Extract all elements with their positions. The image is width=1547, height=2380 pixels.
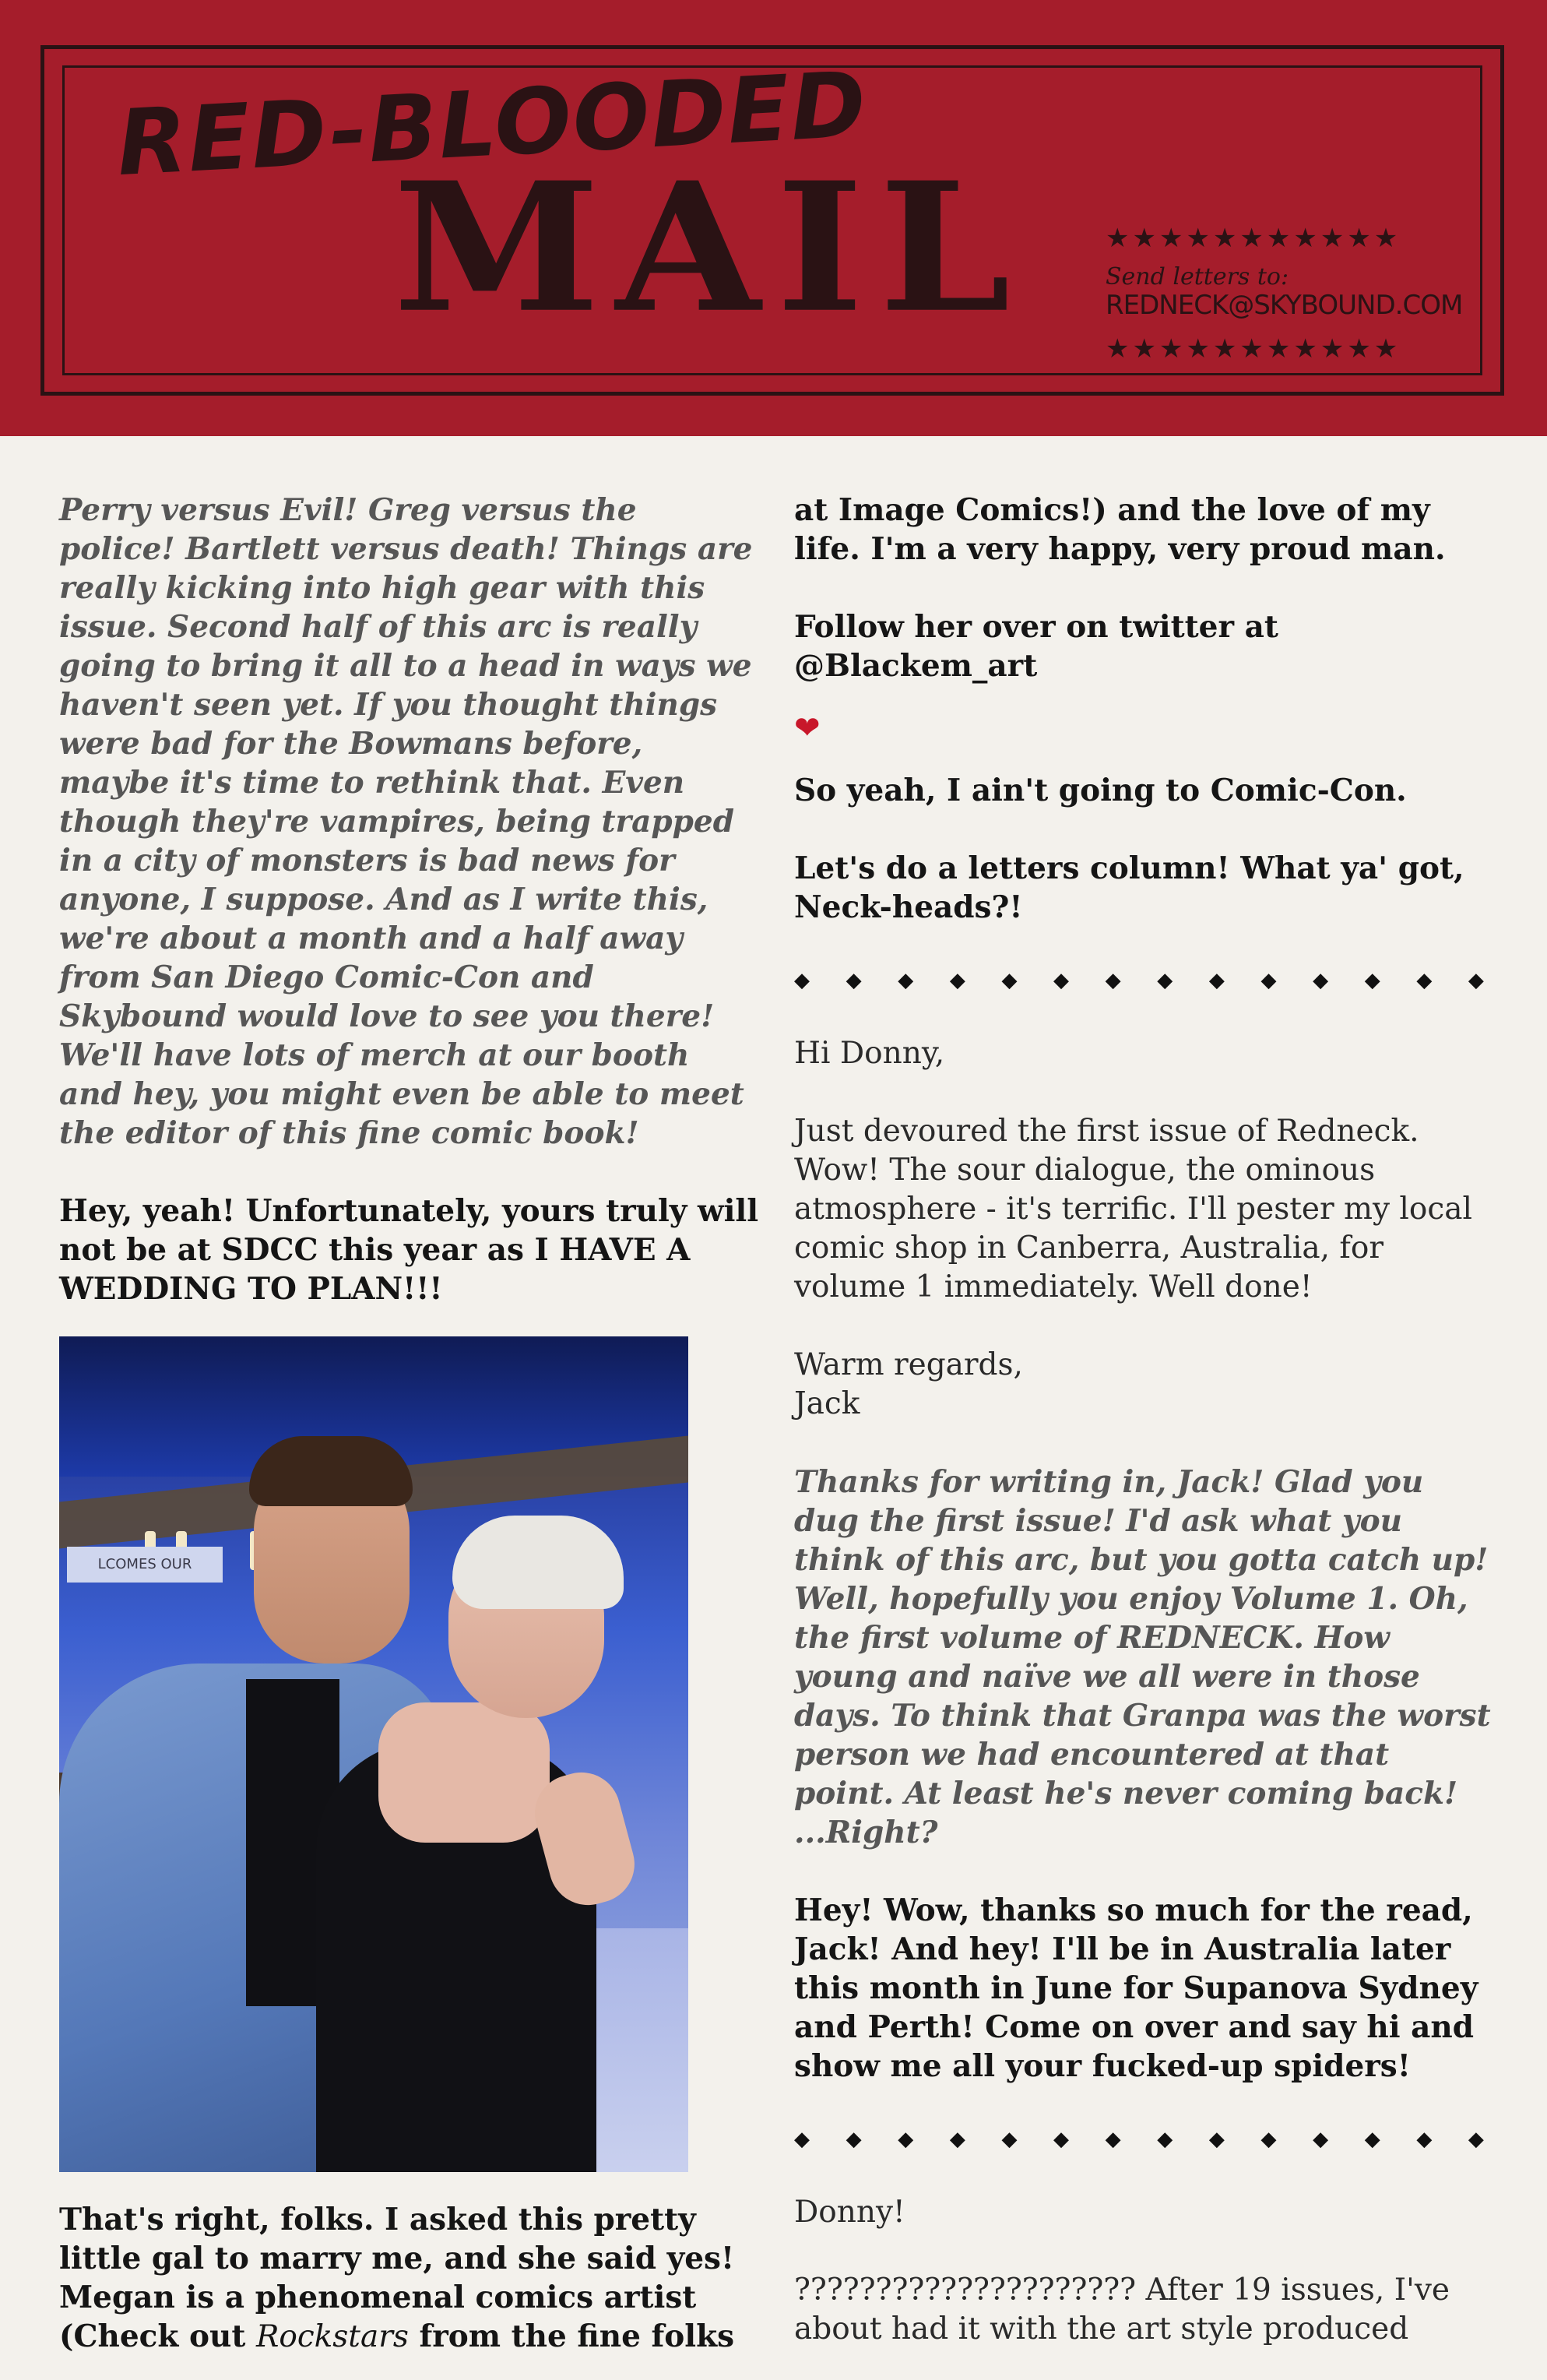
follow-twitter: Follow her over on twitter at @Blackem_art [794, 609, 1278, 684]
comic-con-line: So yeah, I ain't going to Comic-Con. [794, 773, 1407, 808]
rockstars-title: Rockstars [255, 2319, 409, 2354]
section-divider: ◆ ◆ ◆ ◆ ◆ ◆ ◆ ◆ ◆ ◆ ◆ ◆ ◆ ◆ [794, 969, 1484, 992]
letters-column-intro: Let's do a letters column! What ya' got, Neck-heads?! [794, 850, 1464, 925]
left-column [59, 491, 760, 2357]
after-photo-paragraph: That's right, folks. I asked this pretty little gal to marry me, and she said yes! Megan is a phenomenal comics artist (Check out Rockstars from the fine folks [59, 2202, 735, 2354]
reply1: Thanks for writing in, Jack! Glad you dug the first issue! I'd ask what you think of this arc, but you gotta catch up! Well, hopefully you enjoy Volume 1. Oh, the first volume of REDNECK. How young and naïve we all were in those days. To think that Granpa was the worst person we had encountered at that point. At least he's never coming back! ...Right? [794, 1464, 1491, 1850]
letter1-greeting: Hi Donny, [794, 1036, 945, 1071]
header-title-top: RED-BLOODED [114, 51, 870, 197]
intro-paragraph: Perry versus Evil! Greg versus the police! Bartlett versus death! Things are really kicking into high gear with this issue. Second half of this arc is really going to bring it all to a head in ways we haven't seen yet. If you thought things were bad for the Bowmans before, maybe it's time to rethink that. Even though they're vampires, being trapped in a city of monsters is bad news for anyone, I suppose. And as I write this, we're about a month and a half away from San Diego Comic-Con and Skybound would love to see you there! We'll have lots of merch at our booth and hey, you might even be able to meet the editor of this fine comic book! [59, 492, 753, 1151]
photo-sign: LCOMES OUR [67, 1547, 223, 1583]
send-letters-email[interactable]: REDNECK@SKYBOUND.COM [1106, 290, 1463, 321]
letter2-greeting: Donny! [794, 2195, 905, 2230]
letter1-name: Jack [794, 1386, 860, 1421]
section-divider-2: ◆ ◆ ◆ ◆ ◆ ◆ ◆ ◆ ◆ ◆ ◆ ◆ ◆ ◆ [794, 2128, 1484, 2151]
letter1-body: Just devoured the first issue of Redneck. Wow! The sour dialogue, the ominous atmosphere - it's terrific. I'll pester my local comic shop in Canberra, Australia, for volume 1 immediately. Well done! [794, 1114, 1472, 1304]
letter2-body: ????????????????????? After 19 issues, I've about had it with the art style produced [794, 2273, 1450, 2347]
reply2: Hey! Wow, thanks so much for the read, Jack! And hey! I'll be in Australia later this month in June for Supanova Sydney and Perth! Come on over and say hi and show me all your fucked-up spiders! [794, 1892, 1478, 2084]
stars-bottom: ★★★★★★★★★★★ [1106, 333, 1401, 364]
right-column [794, 491, 1495, 2349]
letter1-signoff: Warm regards, [794, 1347, 1023, 1382]
send-letters-label: Send letters to: [1106, 263, 1289, 290]
engagement-photo [59, 1336, 688, 2172]
sdcc-paragraph: Hey, yeah! Unfortunately, yours truly will not be at SDCC this year as I HAVE A WEDDING TO PLAN!!! [59, 1193, 759, 1307]
stars-top: ★★★★★★★★★★★ [1106, 223, 1401, 254]
heart-icon: ❤ [794, 710, 821, 746]
mail-header [0, 0, 1547, 436]
continued-paragraph: at Image Comics!) and the love of my life. I'm a very happy, very proud man. [794, 492, 1446, 567]
header-title-main: MAIL [393, 143, 1026, 352]
